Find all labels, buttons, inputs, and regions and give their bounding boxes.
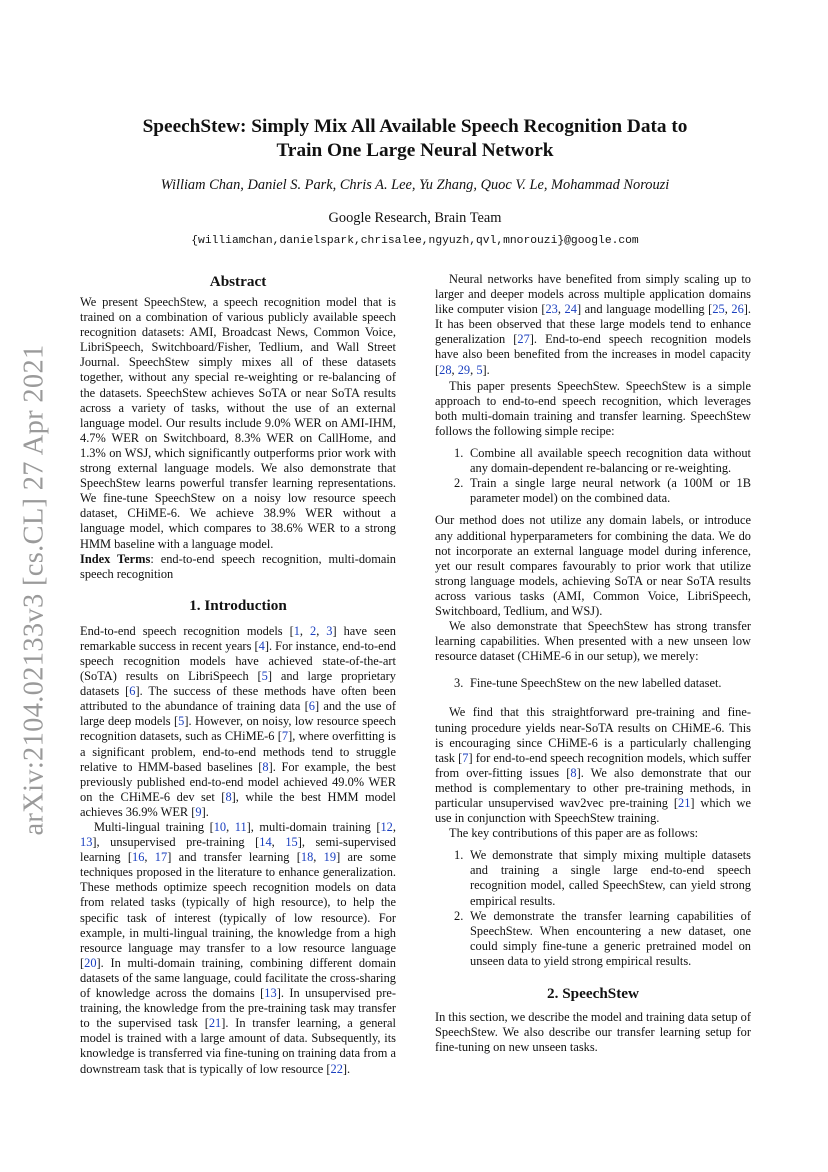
arxiv-stamp — [14, 310, 54, 870]
paragraph-text: ]. In multi-domain training, combining different domain datasets of the same language, could facilitate the cross-sharing of knowledge across the domains [ — [80, 955, 396, 1001]
paragraph-text: , — [724, 302, 732, 317]
citation-link[interactable]: 21 — [208, 1016, 222, 1031]
paragraph-text: ], while the best HMM model achieves 36.9% WER [ — [80, 789, 397, 819]
contribution-item — [435, 848, 751, 908]
paragraph-text: Neural networks have benefited from simply scaling up to larger and deeper models across multiple application domains like computer vision [ — [435, 272, 751, 317]
paragraph-text: ] are some techniques proposed in the literature to enhance generalization. These methods optimize speech recognition models on data from related tasks (typically of high resource), to help the specific task of interest (typically of low resource). For example, in multi-lingual training, the knowledge from a high resource language may transfer to a low resource language [ — [80, 850, 397, 970]
paragraph-text: ]. It has been observed that these large models tend to enhance generalization [ — [435, 302, 751, 347]
list-text: We demonstrate the transfer learning capabilities of SpeechStew. When encountering a new dataset, one could simply fine-tune a generic pretrained model on unseen data to yield strong empirical results. — [470, 908, 751, 968]
paragraph-text: , — [316, 623, 327, 638]
paragraph-text: ]. For example, the best previously published end-to-end model achieved 49.0% WER on the CHiME-6 dev set [ — [80, 759, 396, 804]
paragraph-text: ] which we use in conjunction with SpeechStew training. — [435, 796, 751, 826]
paragraph-text: We find that this straightforward pre-training and fine-tuning procedure yields near-SoTA results on CHiME-6. This is encouraging since CHiME-6 is a particularly challenging task [ — [435, 705, 751, 765]
abstract-text: We present SpeechStew, a speech recognition model that is trained on a combination of various publicly available speech recognition datasets: AMI, Broadcast News, Common Voice, LibriSpeech, Switchboard/Fisher, Tedlium, and Wall Street Journal. SpeechStew simply mixes all of these datasets together, without any special re-weighting or re-balancing of the datasets. SpeechStew achieves SoTA or near SoTA results across a variety of tasks, without the use of an external language model. Our results include 9.0% WER on AMI-IHM, 4.7% WER on Switchboard, 8.3% WER on CallHome, and 1.3% on WSJ, which significantly outperforms prior work with strong external language models. We also demonstrate that SpeechStew learns powerful transfer learning representations. We fine-tune SpeechStew on a noisy low resource speech dataset, CHiME-6. We achieve 38.9% WER without a language model, which compares to 38.6% WER to a strong HMM baseline with a language model. — [80, 295, 396, 551]
arxiv-identifier: arXiv:2104.02133v3 [cs.CL] 27 Apr 2021 — [18, 344, 50, 836]
citation-link[interactable]: 5 — [178, 714, 185, 729]
citation-link[interactable]: 7 — [462, 750, 469, 765]
citation-link[interactable]: 5 — [261, 669, 268, 684]
citation-link[interactable]: 13 — [80, 835, 93, 850]
abstract-heading: Abstract — [209, 273, 267, 290]
citation-link[interactable]: 16 — [132, 850, 145, 865]
citation-link[interactable]: 15 — [285, 835, 298, 850]
citation-link[interactable]: 14 — [259, 835, 272, 850]
paragraph-text: , — [313, 850, 324, 865]
citation-link[interactable]: 26 — [731, 302, 744, 317]
recipe-list-step3 — [435, 676, 751, 691]
list-number: 2. — [454, 476, 464, 491]
left-column — [80, 272, 396, 1077]
list-number: 2. — [454, 908, 464, 923]
paragraph-text: , — [557, 302, 565, 317]
paragraph-text: ] for end-to-end speech recognition models, which suffer from over-fitting issues [ — [435, 750, 751, 780]
paragraph-text: ]. In unsupervised pre-training, the knowledge from the pre-training task may transfer to the supervised task [ — [80, 986, 396, 1031]
paragraph-text: , — [299, 623, 310, 638]
paragraph-text: ]. We also demonstrate that our method is complementary to other pre-training methods, in particular unsupervised wav2vec pre-training [ — [435, 765, 751, 810]
paragraph-text: ]. End-to-end speech recognition models have also been benefited from the increases in model capacity [ — [435, 332, 751, 377]
paragraph-text: , — [451, 362, 458, 377]
paragraph-text: , — [144, 850, 155, 865]
citation-link[interactable]: 23 — [545, 302, 558, 317]
paragraph-text: ]. However, on noisy, low resource speech recognition datasets, such as CHiME-6 [ — [80, 714, 396, 744]
recipe-item — [435, 676, 751, 691]
right-paragraph-1 — [435, 272, 751, 378]
list-number: 3. — [454, 676, 464, 691]
intro-paragraph-2 — [80, 820, 396, 1077]
citation-link[interactable]: 5 — [476, 362, 483, 377]
paragraph-text: ]. — [201, 804, 209, 819]
citation-link[interactable]: 13 — [264, 986, 277, 1001]
intro-heading: 1. Introduction — [189, 596, 287, 614]
paragraph-text: ], unsupervised pre-training [ — [92, 835, 260, 850]
contribution-item — [435, 909, 751, 969]
list-text: Fine-tune SpeechStew on the new labelled dataset. — [470, 676, 722, 691]
recipe-list — [435, 446, 751, 506]
recipe-item — [435, 446, 751, 476]
citation-link[interactable]: 18 — [300, 850, 314, 865]
paragraph-text: ]. In transfer learning, a general model is trained with a large amount of data. Subsequently, its knowledge is transferred via fine-tuning on training data from a downstream task that is typically of low resource [ — [80, 1016, 396, 1076]
paper-title — [100, 115, 730, 163]
citation-link[interactable]: 6 — [308, 699, 315, 714]
title-line-2: Train One Large Neural Network — [276, 140, 554, 161]
paragraph-text: , — [226, 820, 235, 834]
paragraph-text: ] and transfer learning [ — [167, 850, 301, 865]
citation-link[interactable]: 29 — [457, 362, 471, 377]
citation-link[interactable]: 3 — [326, 623, 333, 638]
list-number: 1. — [454, 848, 464, 863]
paragraph-text: ]. For instance, end-to-end speech recognition models have achieved state-of-the-art (SoTA) results on LibriSpeech [ — [80, 638, 396, 684]
paragraph-text: ]. — [342, 1061, 351, 1076]
paragraph-text: ]. The success of these methods have often been attributed to the abundance of training data [ — [80, 684, 396, 714]
paragraph-text: , — [470, 362, 477, 377]
affiliation: Google Research, Brain Team — [328, 210, 502, 226]
citation-link[interactable]: 17 — [154, 850, 168, 865]
index-terms-text: : end-to-end speech recognition, multi-domain speech recognition — [80, 551, 396, 581]
citation-link[interactable]: 24 — [564, 302, 577, 317]
right-paragraph-3: Our method does not utilize any domain labels, or introduce any additional hyperparameters for combining the data. We do not incorporate an external language model during inference, yet our result compares favourably to prior work that utilize strong language models, achieving SoTA or near SoTA results across various tasks (AMI, Common Voice, LibriSpeech, Switchboard, Tedlium, and WSJ). — [435, 513, 751, 618]
paragraph-text: ], semi-supervised learning [ — [80, 835, 396, 865]
paragraph-text: , — [392, 820, 396, 834]
paragraph-text: ], multi-domain training [ — [246, 820, 381, 834]
citation-link[interactable]: 9 — [195, 804, 202, 819]
paragraph-text: ] and the use of large deep models [ — [80, 699, 396, 729]
right-paragraph-6: The key contributions of this paper are as follows: — [449, 826, 699, 841]
paragraph-text: Multi-lingual training [ — [94, 820, 214, 834]
index-terms-label: Index Terms — [80, 551, 151, 566]
citation-link[interactable]: 25 — [712, 302, 725, 317]
list-number: 1. — [454, 446, 464, 461]
title-line-1: SpeechStew: Simply Mix All Available Speech Recognition Data to — [142, 116, 688, 137]
paragraph-text: ]. — [482, 362, 490, 377]
citation-link[interactable]: 1 — [293, 623, 300, 638]
author-emails: {williamchan,danielspark,chrisalee,ngyuzh,qvl,mnorouzi}@google.com — [191, 235, 639, 247]
citation-link[interactable]: 8 — [262, 759, 269, 774]
citation-link[interactable]: 8 — [225, 789, 232, 804]
author-list: William Chan, Daniel S. Park, Chris A. Lee, Yu Zhang, Quoc V. Le, Mohammad Norouzi — [160, 177, 670, 193]
right-column — [435, 272, 751, 1055]
citation-link[interactable]: 8 — [570, 765, 577, 780]
citation-link[interactable]: 28 — [439, 362, 452, 377]
right-paragraph-5 — [435, 705, 751, 826]
section-2-heading: 2. SpeechStew — [547, 985, 639, 1003]
citation-link[interactable]: 19 — [323, 850, 337, 865]
right-paragraph-4: We also demonstrate that SpeechStew has strong transfer learning capabilities. When presented with a new unseen low resource dataset (CHiME-6 in our setup), we merely: — [435, 619, 751, 664]
list-text: Train a single large neural network (a 100M or 1B parameter model) on the combined data. — [470, 476, 751, 506]
citation-link[interactable]: 21 — [678, 796, 691, 810]
paragraph-text: ] and language modelling [ — [576, 302, 713, 317]
citation-link[interactable]: 10 — [213, 820, 227, 834]
paragraph-text: ] have seen remarkable success in recent years [ — [80, 623, 396, 653]
list-text: Combine all available speech recognition data without any domain-dependent re-balancing or re-weighting. — [470, 446, 751, 476]
paragraph-text: End-to-end speech recognition models [ — [80, 623, 294, 638]
citation-link[interactable]: 22 — [330, 1061, 343, 1076]
citation-link[interactable]: 27 — [517, 332, 530, 347]
paragraph-text: ], where overfitting is a significant problem, end-to-end methods tend to struggle relative to HMM-based baselines [ — [80, 729, 396, 774]
citation-link[interactable]: 20 — [84, 955, 97, 970]
paragraph-text: , — [271, 835, 286, 850]
index-terms — [80, 552, 396, 582]
right-paragraph-7: In this section, we describe the model and training data setup of SpeechStew. We also describe our transfer learning setup for fine-tuning on new unseen tasks. — [435, 1010, 751, 1055]
citation-link[interactable]: 12 — [380, 820, 393, 834]
contributions-list — [435, 848, 751, 969]
paragraph-text: ] and large proprietary datasets [ — [80, 669, 396, 699]
list-text: We demonstrate that simply mixing multiple datasets and training a single large end-to-end speech recognition model, called SpeechStew, can yield strong empirical results. — [470, 848, 751, 908]
recipe-item — [435, 476, 751, 506]
citation-link[interactable]: 2 — [310, 623, 317, 638]
citation-link[interactable]: 11 — [234, 820, 247, 834]
citation-link[interactable]: 4 — [258, 638, 265, 653]
citation-link[interactable]: 7 — [281, 729, 289, 744]
citation-link[interactable]: 6 — [129, 684, 136, 699]
intro-paragraph-1 — [80, 624, 396, 820]
right-paragraph-2: This paper presents SpeechStew. SpeechStew is a simple approach to end-to-end speech recognition, which leverages both multi-domain training and transfer learning. SpeechStew follows the following simple recipe: — [435, 378, 751, 438]
